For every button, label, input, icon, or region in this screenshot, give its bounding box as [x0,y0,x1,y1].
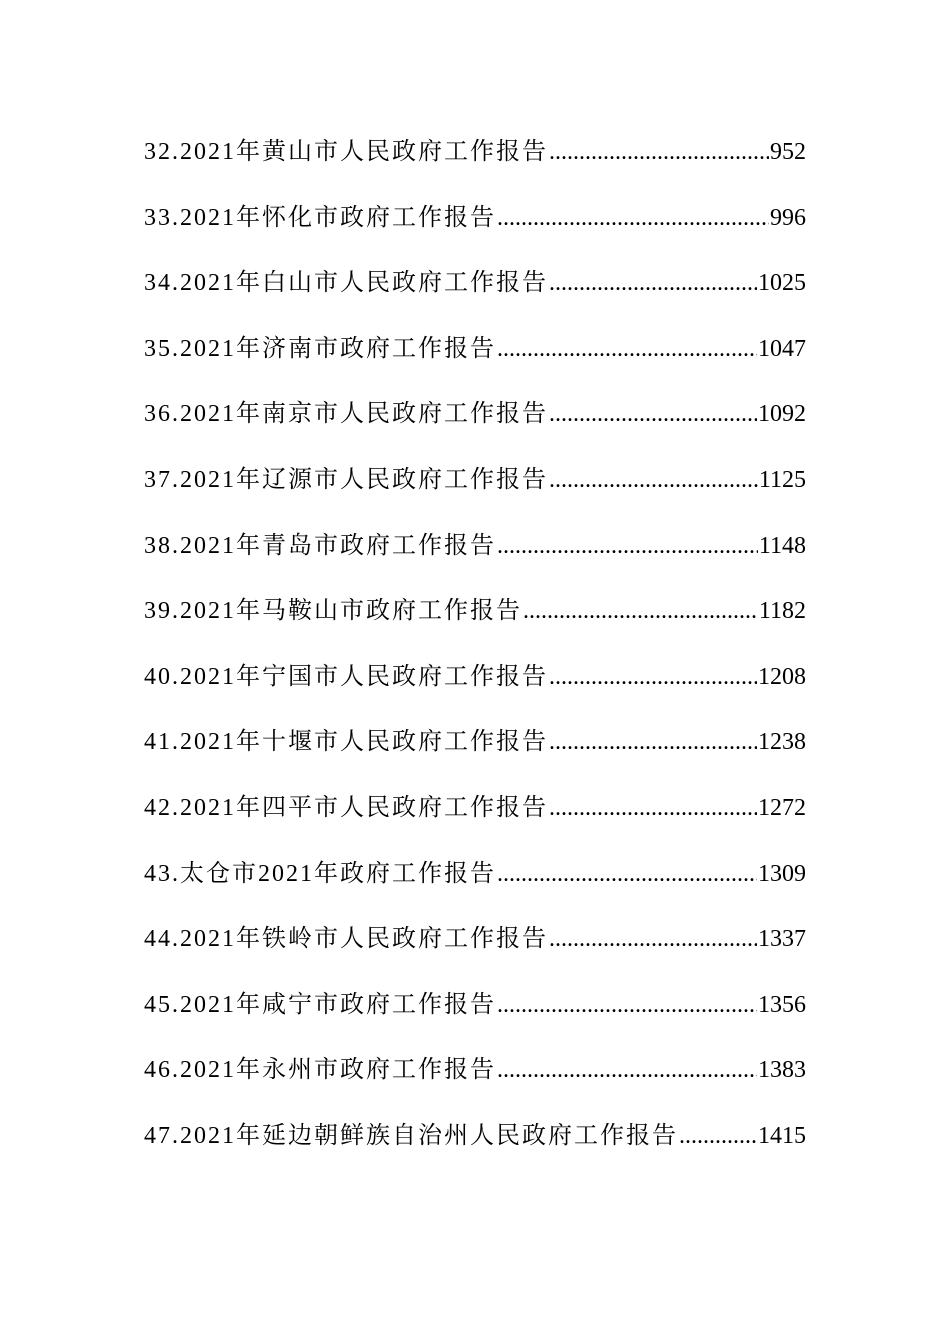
toc-entry[interactable] [144,390,806,456]
toc-entry[interactable] [144,128,806,194]
toc-entry[interactable] [144,718,806,784]
toc-entry-page-number: 1272 [758,794,806,821]
toc-entry-page-number: 1182 [758,598,806,625]
toc-entry[interactable] [144,850,806,916]
toc-entry[interactable] [144,522,806,588]
toc-entry[interactable] [144,1046,806,1112]
toc-entry-page-number: 1208 [758,663,806,690]
toc-entry-page-number: 996 [770,204,806,231]
toc-entry-title: 42.2021年四平市人民政府工作报告 [144,794,548,821]
toc-entry[interactable] [144,915,806,981]
table-of-contents [144,128,806,1178]
toc-entry-title: 45.2021年咸宁市政府工作报告 [144,991,496,1018]
toc-entry-title: 34.2021年白山市人民政府工作报告 [144,270,548,297]
toc-entry-title: 36.2021年南京市人民政府工作报告 [144,401,548,428]
toc-entry[interactable] [144,653,806,719]
toc-entry-page-number: 1383 [758,1057,806,1084]
toc-entry-title: 39.2021年马鞍山市政府工作报告 [144,598,522,625]
dot-leader [679,1112,757,1160]
toc-entry-page-number: 1356 [758,991,806,1018]
toc-entry-page-number: 1047 [758,335,806,362]
toc-entry-title: 40.2021年宁国市人民政府工作报告 [144,663,548,690]
toc-entry-title: 35.2021年济南市政府工作报告 [144,335,496,362]
toc-entry-page-number: 1125 [758,466,806,493]
toc-entry-title: 47.2021年延边朝鲜族自治州人民政府工作报告 [144,1122,678,1149]
toc-entry[interactable] [144,981,806,1047]
toc-entry[interactable] [144,259,806,325]
toc-entry-title: 44.2021年铁岭市人民政府工作报告 [144,926,548,953]
toc-entry[interactable] [144,1112,806,1178]
toc-entry-page-number: 952 [770,139,806,165]
toc-entry-title: 32.2021年黄山市人民政府工作报告 [144,139,548,165]
toc-entry-title: 33.2021年怀化市政府工作报告 [144,204,496,231]
toc-entry-title: 41.2021年十堰市人民政府工作报告 [144,729,548,756]
dot-leader [497,325,757,373]
toc-entry-page-number: 1415 [758,1122,806,1149]
toc-entry-page-number: 1337 [758,926,806,953]
dot-leader [549,718,757,766]
toc-entry-title: 43.太仓市2021年政府工作报告 [144,860,496,887]
dot-leader [497,1046,757,1094]
dot-leader [497,522,758,570]
toc-entry-page-number: 1238 [758,729,806,756]
toc-entry[interactable] [144,194,806,260]
toc-entry-title: 37.2021年辽源市人民政府工作报告 [144,466,548,493]
toc-entry[interactable] [144,325,806,391]
toc-entry-title: 38.2021年青岛市政府工作报告 [144,532,496,559]
dot-leader [549,915,757,963]
dot-leader [549,456,758,504]
toc-entry-page-number: 1309 [758,860,806,887]
dot-leader [497,981,757,1029]
dot-leader [549,784,757,832]
dot-leader [549,128,769,176]
dot-leader [549,259,757,307]
dot-leader [549,653,757,701]
dot-leader [497,194,769,242]
dot-leader [523,587,758,635]
toc-entry[interactable] [144,456,806,522]
dot-leader [549,390,757,438]
toc-entry-page-number: 1025 [758,270,806,297]
toc-entry[interactable] [144,587,806,653]
dot-leader [497,850,757,898]
toc-entry-page-number: 1092 [758,401,806,428]
toc-entry-title: 46.2021年永州市政府工作报告 [144,1057,496,1084]
toc-entry-page-number: 1148 [758,532,806,559]
toc-entry[interactable] [144,784,806,850]
